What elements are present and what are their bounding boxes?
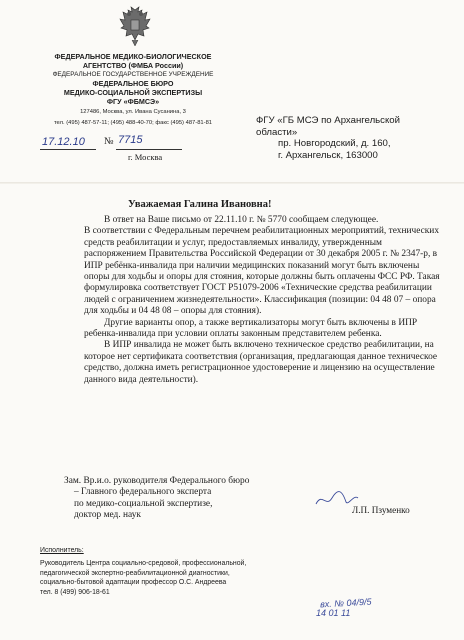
executor-block	[40, 546, 340, 597]
executor-line: Руководитель Центра социально-средовой, профессиональной,	[40, 560, 247, 568]
signatory-title: доктор мед. наук	[74, 510, 141, 521]
number-label: №	[104, 136, 114, 147]
letter-number: 7715	[118, 134, 143, 146]
recipient-block	[256, 115, 456, 161]
body-paragraph: Другие варианты опор, а также вертикализаторы могут быть включены в ИПР ребенка-инвалида при условии оплаты законным представителем ребенка.	[84, 317, 418, 340]
org-line: ФГУ «ФБМСЭ»	[106, 97, 160, 106]
incoming-stamp-date: 14 01 11	[316, 608, 351, 618]
letter-body	[84, 215, 444, 386]
recipient-line: ФГУ «ГБ МСЭ по Архангельской	[256, 115, 400, 126]
body-paragraph: В соответствии с Федеральным перечнем реабилитационных мероприятий, технических средств реабилитации и услуг, предоставляемых инвалиду, утвержденным распоряжением Правительства Российской Федерации от 30 декабря 2005 г. № 2347-р, в ИПР ребёнка-инвалида при наличии медицинских показаний могут быть включены опоры для ходьбы и опоры для стояния, которые должны быть оплачены ФСС РФ. Такая формулировка соответствует ГОСТ Р51079-2006 «Технические средства реабилитации людей с ограничением жизнедеятельности». Классификация (позиции: 04 48 07 – опора для ходьбы и 04 48 08 – опоры для стояния).	[84, 226, 440, 317]
executor-line: социально-бытовой адаптации профессор О.С. Андреева	[40, 579, 227, 587]
fold-crease	[0, 182, 464, 184]
signatory-name: Л.П. Пзуменко	[352, 505, 410, 515]
signatory-title: по медико-социальной экспертизе,	[74, 498, 213, 509]
org-line: ФЕДЕРАЛЬНОЕ МЕДИКО-БИОЛОГИЧЕСКОЕ	[54, 52, 212, 61]
number-underline	[116, 149, 182, 150]
signatory-title: – Главного федерального эксперта	[74, 487, 212, 498]
letter-date: 17.12.10	[42, 136, 85, 148]
executor-label: Исполнитель:	[40, 547, 84, 554]
body-paragraph: В ИПР инвалида не может быть включено техническое средство реабилитации, на которое нет сертификата соответствия (организация, предлагающая данное техническое средство, должна иметь регистрационное удостоверение и лицензию на осуществление данного вида деятельности).	[84, 340, 438, 385]
executor-line: педагогической экспертно-реабилитационной диагностики,	[40, 569, 230, 577]
org-line: ФЕДЕРАЛЬНОЕ ГОСУДАРСТВЕННОЕ УЧРЕЖДЕНИЕ	[52, 71, 214, 78]
recipient-line: пр. Новгородский, д. 160,	[278, 138, 391, 149]
body-paragraph: В ответ на Ваше письмо от 22.11.10 г. № 5770 сообщаем следующее.	[104, 215, 379, 225]
letterhead	[28, 52, 238, 128]
coat-of-arms-emblem	[118, 6, 152, 50]
org-line: МЕДИКО-СОЦИАЛЬНОЙ ЭКСПЕРТИЗЫ	[63, 88, 203, 97]
letter-city: г. Москва	[128, 152, 163, 162]
org-phones: тел. (495) 487-57-11; (495) 488-40-70; факс (495) 487-81-81	[53, 120, 213, 126]
org-line: АГЕНТСТВО (ФМБА России)	[82, 61, 184, 70]
signature-block	[64, 476, 284, 522]
incoming-stamp: вх. № 04/9/5	[319, 596, 372, 610]
date-underline	[40, 149, 96, 150]
signatory-title: Зам. Вр.и.о. руководителя Федерального бюро	[64, 476, 250, 486]
org-line: ФЕДЕРАЛЬНОЕ БЮРО	[92, 79, 174, 88]
greeting: Уважаемая Галина Ивановна!	[128, 199, 272, 210]
recipient-line: области»	[256, 126, 298, 138]
recipient-line: г. Архангельск, 163000	[278, 149, 378, 161]
executor-phone: тел. 8 (499) 906-18-61	[40, 588, 110, 596]
org-address: 127486, Москва, ул. Ивана Сусанина, 3	[80, 109, 186, 115]
